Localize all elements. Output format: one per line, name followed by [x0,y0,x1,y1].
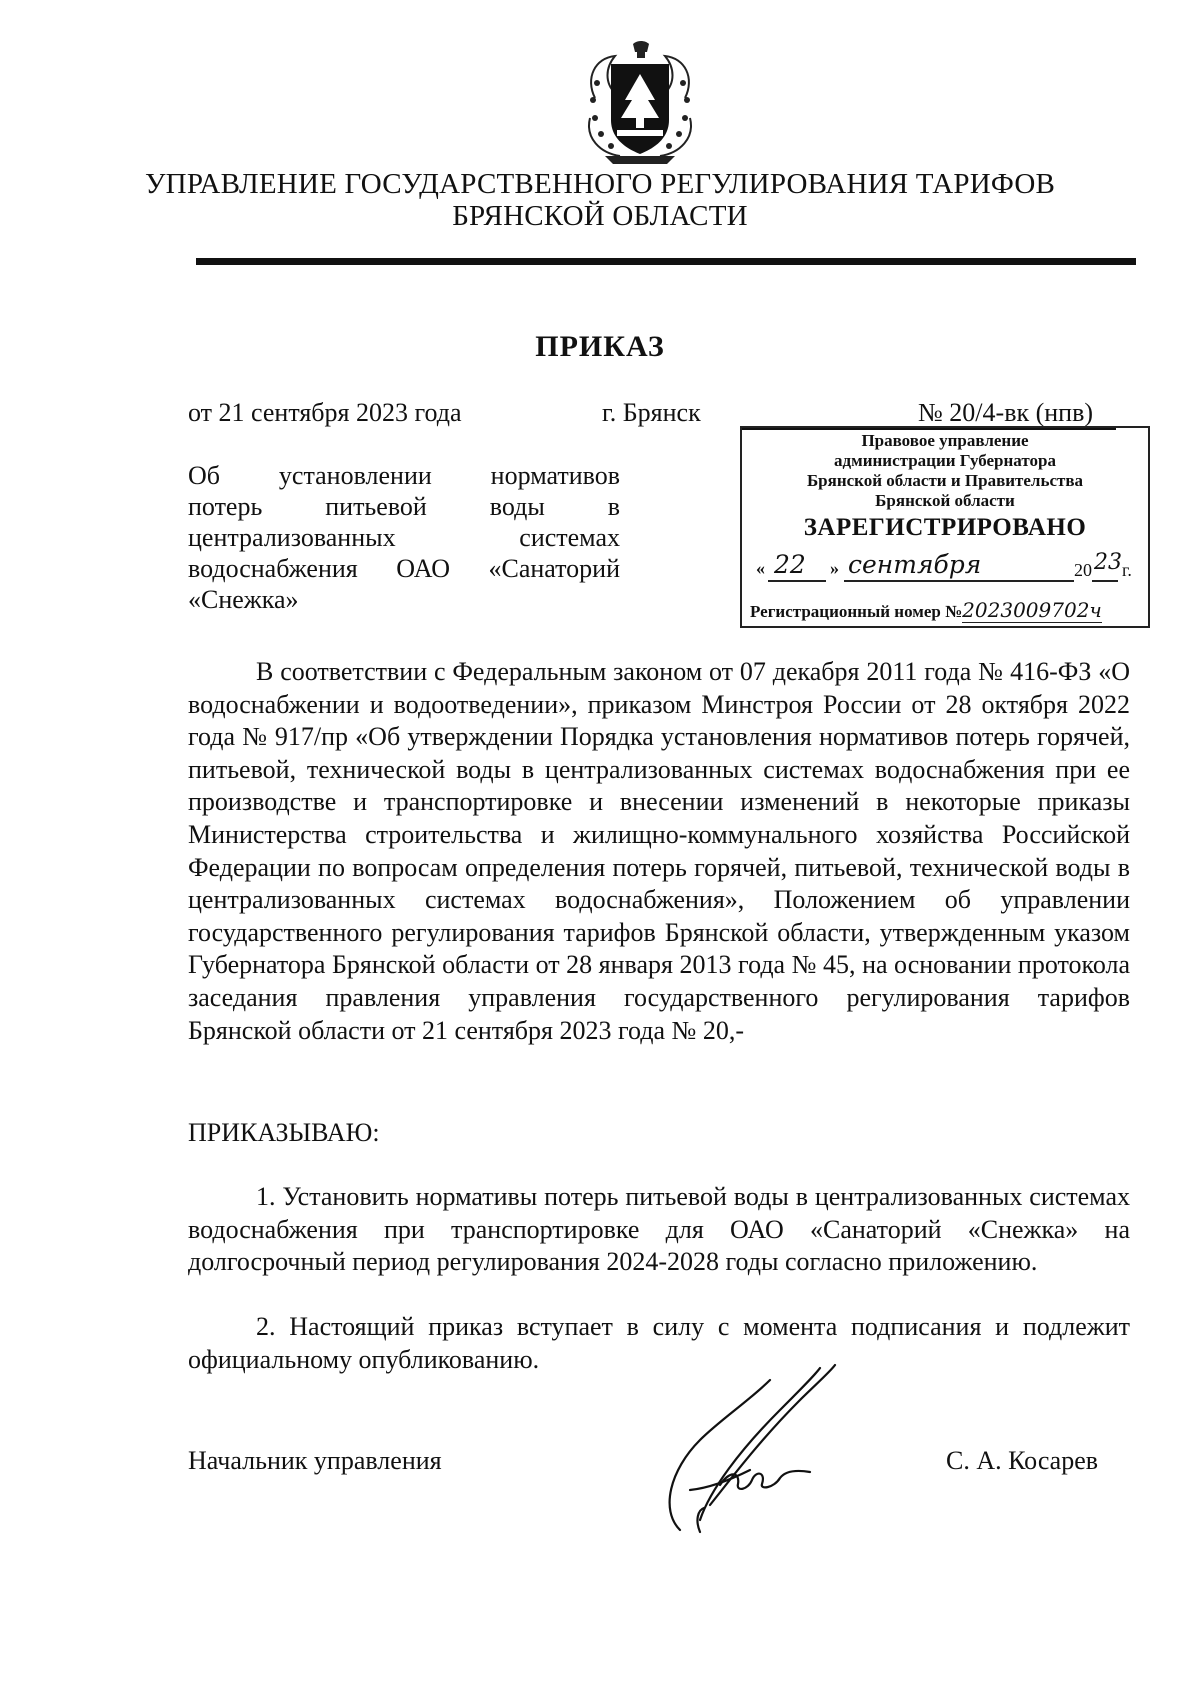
org-name-line2: БРЯНСКОЙ ОБЛАСТИ [452,200,748,232]
stamp-org-line2: администрации Губернатора [834,451,1056,470]
stamp-date [756,550,1136,586]
stamp-org-line1: Правовое управление [861,431,1029,450]
signatory-role: Начальник управления [188,1446,442,1475]
order-subject [188,460,620,615]
handwritten-signature-icon [640,1360,900,1540]
stamp-open-quote: « [756,558,765,578]
stamp-year-suffix: 23 [1094,550,1122,575]
stamp-close-quote: » [830,558,839,578]
stamp-org-line4: Брянской области [875,491,1015,510]
subject-line5: «Снежка» [188,585,299,614]
order-date: от 21 сентября 2023 года [188,398,462,427]
stamp-month: сентября [848,550,982,579]
header-rule [196,258,1136,265]
order-preamble: В соответствии с Федеральным законом от 07 декабря 2011 года № 416-ФЗ «О водоснабжении и водоотведении», приказом Минстроя России от 28 октября 2022 года № 917/пр «Об утверждении Порядка установления нормативов потерь горячей, питьевой, технической воды в централизованных системах водоснабжения при ее производстве и транспортировке и внесении изменений в некоторые приказы Министерства строительства и жилищно-коммунального хозяйства Российской Федерации по вопросам определения потерь горячей, питьевой, технической воды в централизованных системах водоснабжения», Положением об управлении государственного регулирования тарифов Брянской области, утвержденным указом Губернатора Брянской области от 28 января 2013 года № 45, на основании протокола заседания правления управления государственного регулирования тарифов Брянской области от 21 сентября 2023 года № 20,- [188,657,1130,1045]
stamp-reg-number [750,598,1102,622]
stamp-reg-label: Регистрационный номер № [750,602,963,621]
org-name-line1: УПРАВЛЕНИЕ ГОСУДАРСТВЕННОГО РЕГУЛИРОВАНИЯ ТАРИФОВ [144,168,1056,200]
stamp-reg-value: 2023009702ч [962,598,1102,622]
order-city: г. Брянск [602,398,701,427]
stamp-year-unit: г. [1122,560,1132,580]
document-title: ПРИКАЗ [535,330,665,363]
subject-line3: централизованных системах [188,523,620,552]
signatory-name: С. А. Косарев [946,1446,1099,1475]
stamp-status: ЗАРЕГИСТРИРОВАНО [803,514,1087,541]
registration-stamp [740,426,1150,628]
order-number: № 20/4-вк (нпв) [918,398,1094,427]
subject-line4: водоснабжения ОАО «Санаторий [188,554,620,583]
order-item-1: 1. Установить нормативы потерь питьевой воды в централизованных системах водоснабжения при транспортировке для ОАО «Санаторий «Снежка» на долгосрочный период регулирования 2024-2028 годы согласно приложению. [188,1182,1130,1277]
coat-of-arms-icon [575,38,705,168]
stamp-org-line3: Брянской области и Правительства [806,471,1084,490]
stamp-year-prefix: 20 [1074,560,1092,580]
stamp-day: 22 [774,550,806,579]
decree-word: ПРИКАЗЫВАЮ: [188,1118,380,1147]
subject-line1: Об установлении нормативов [188,461,620,490]
subject-line2: потерь питьевой воды в [188,492,620,521]
order-item-2: 2. Настоящий приказ вступает в силу с момента подписания и подлежит официальному опубликованию. [188,1312,1130,1374]
